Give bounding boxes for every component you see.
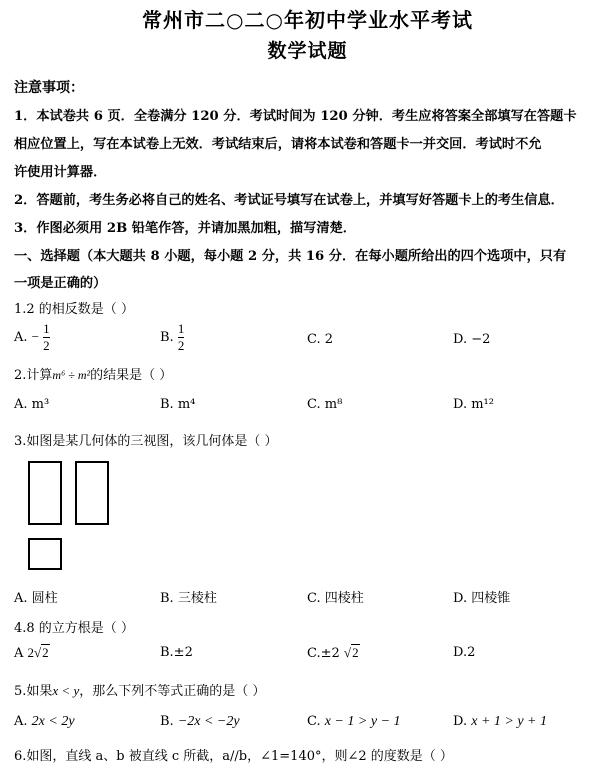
q5-option-a-math: 2x < 2y	[31, 714, 75, 729]
q5-option-d-label: D.	[453, 714, 468, 729]
side-view-rectangle	[75, 461, 109, 525]
q5-stem-prefix: 5.如果	[14, 684, 53, 699]
q4-option-c-radicand: 2	[352, 645, 359, 660]
q5-stem-math: x < y	[52, 683, 80, 698]
q4-stem: 4.8 的立方根是（ ）	[14, 621, 134, 636]
q5-stem-suffix: ，那么下列不等式正确的是（ ）	[79, 684, 266, 699]
q5-option-b	[160, 714, 240, 730]
q3-stem: 3.如图是某几何体的三视图，该几何体是（ ）	[14, 434, 278, 449]
top-view-square	[28, 538, 62, 570]
q3-option-a: A. 圆柱	[14, 591, 58, 606]
q2-option-c: C. m⁸	[307, 397, 343, 412]
q4-option-b: B.±2	[160, 645, 193, 660]
q5-option-d-math: x + 1 > y + 1	[471, 714, 548, 729]
q1-option-a-numerator: 1	[43, 321, 50, 336]
q5-stem	[14, 680, 265, 699]
q4-option-c-radical: √2	[343, 645, 359, 660]
q1-option-b-label: B.	[160, 330, 174, 345]
q6-stem: 6.如图，直线 a、b 被直线 c 所截，a//b，∠1=140°，则∠2 的度数是（ ）	[14, 749, 453, 764]
q5-option-b-label: B.	[160, 714, 174, 729]
note-2: 2．答题前，考生务必将自己的姓名、考试证号填写在试卷上，并填写好答题卡上的考生信息．	[14, 193, 564, 208]
q3-option-c: C. 四棱柱	[307, 591, 364, 606]
q1-option-a-label: A.	[14, 330, 28, 345]
q4-option-a-radicand: 2	[42, 645, 49, 660]
q3-option-d: D. 四棱锥	[453, 591, 511, 606]
front-view-rectangle	[28, 461, 62, 525]
q4-option-a-label: A	[14, 646, 24, 661]
q4-option-c	[307, 645, 360, 661]
exam-title: 常州市二○二○年初中学业水平考试	[142, 8, 473, 32]
q1-option-b	[160, 322, 184, 353]
q3-option-b: B. 三棱柱	[160, 591, 217, 606]
q1-option-c: C. 2	[307, 332, 334, 347]
q5-option-a-label: A.	[14, 714, 28, 729]
q2-option-d: D. m¹²	[453, 397, 494, 412]
note-3: 3．作图必须用 2B 铅笔作答，并请加黑加粗，描写清楚．	[14, 221, 356, 236]
q1-option-d: D. −2	[453, 332, 491, 347]
q1-option-b-numerator: 1	[177, 321, 185, 336]
q1-option-a-sign: −	[31, 329, 40, 344]
q1-option-a-denominator: 2	[43, 338, 50, 353]
q4-option-d: D.2	[453, 645, 476, 660]
q5-option-b-math: −2x < −2y	[177, 714, 240, 729]
q2-stem-math: m⁶ ÷ m²	[52, 368, 91, 382]
section-1-line-2: 一项是正确的）	[14, 276, 107, 291]
note-1-line-2: 相应位置上，写在本试卷上无效．考试结束后，请将本试卷和答题卡一并交回．考试时不允	[14, 137, 542, 152]
q1-option-b-denominator: 2	[177, 338, 185, 353]
section-1-line-1: 一、选择题（本大题共 8 小题，每小题 2 分，共 16 分．在每小题所给出的四个选项中，只有	[14, 249, 567, 264]
q4-option-a-coefficient: 2	[27, 645, 35, 660]
q4-option-a	[14, 645, 50, 661]
exam-subtitle: 数学试题	[267, 40, 348, 62]
q5-option-c-label: C.	[307, 714, 321, 729]
q1-option-b-fraction	[178, 322, 185, 353]
q1-stem: 1.2 的相反数是（ ）	[14, 302, 134, 317]
q2-stem-suffix: 的结果是（ ）	[90, 368, 173, 383]
q5-option-a	[14, 714, 75, 730]
note-1-line-1: 1．本试卷共 6 页．全卷满分 120 分．考试时间为 120 分钟．考生应将答案全部填写在答题卡	[14, 109, 577, 124]
q5-option-c-math: x − 1 > y − 1	[324, 714, 401, 729]
q1-option-a	[14, 322, 50, 353]
q1-option-a-fraction	[43, 322, 50, 353]
q2-stem	[14, 364, 172, 383]
q5-option-d	[453, 714, 547, 730]
note-1-line-3: 许使用计算器．	[14, 165, 107, 180]
notes-heading: 注意事项：	[14, 80, 84, 96]
q5-option-c	[307, 714, 401, 730]
q4-option-c-label: C.±2	[307, 646, 340, 661]
q2-option-b: B. m⁴	[160, 397, 196, 412]
q4-option-a-radical: 2√2	[27, 645, 49, 660]
q2-option-a: A. m³	[14, 397, 50, 412]
q2-stem-prefix: 2.计算	[14, 368, 53, 383]
